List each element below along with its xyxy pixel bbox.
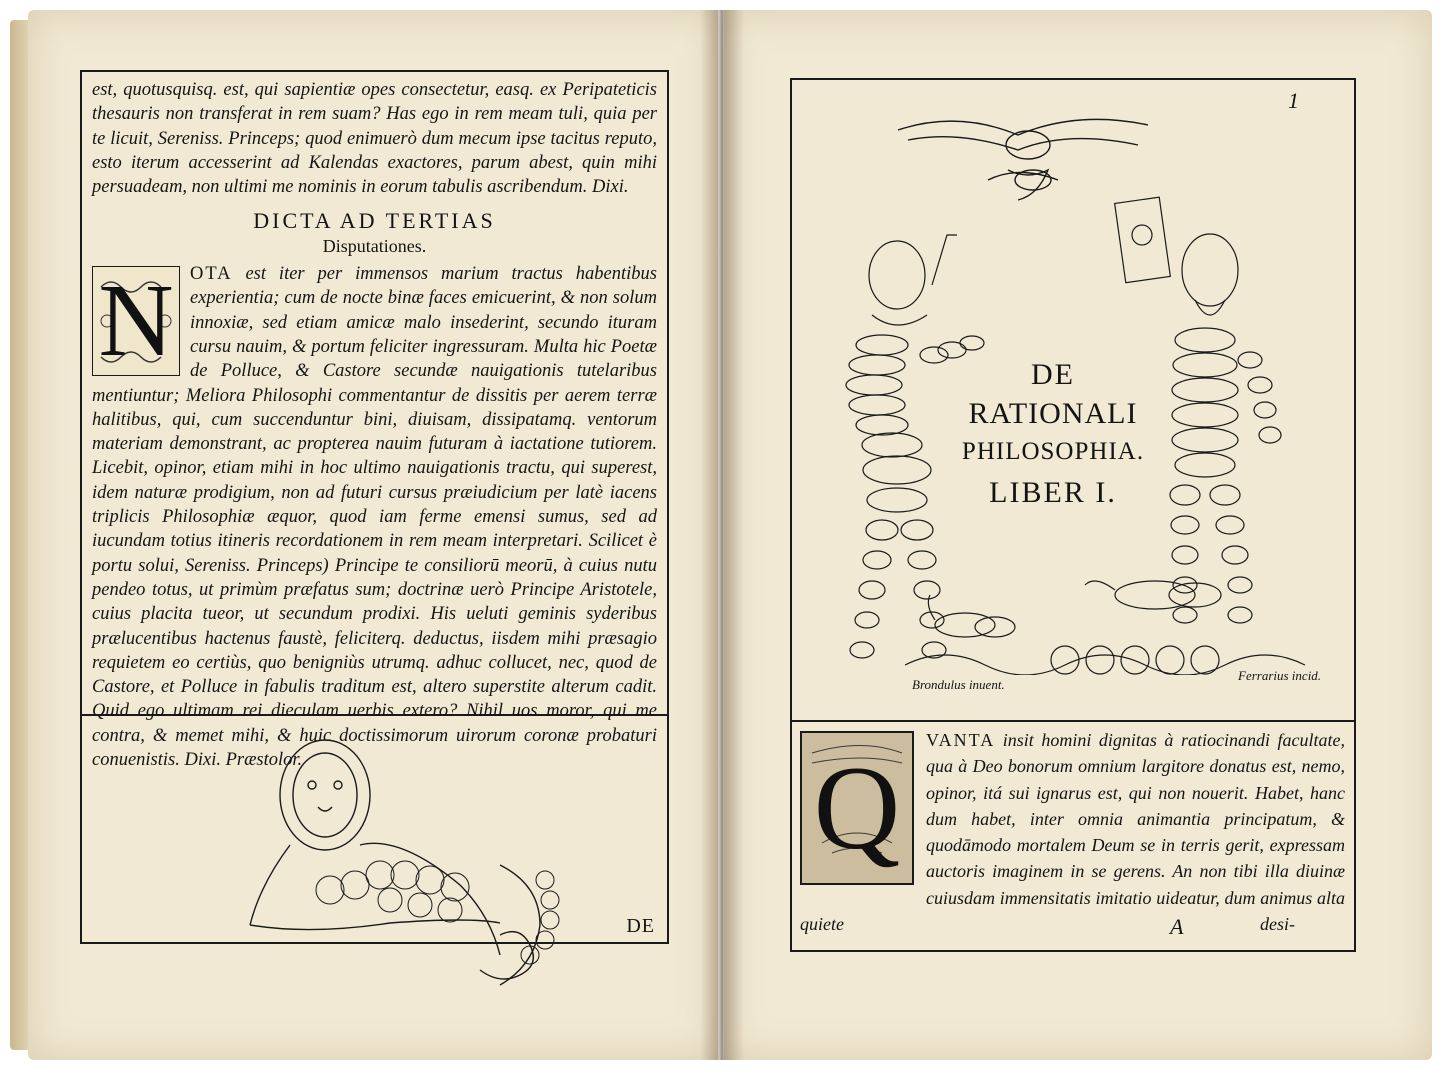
left-body-paragraph: est iter per immensos marium tractus habentibus experientia; cum de nocte binæ faces emicuerint, & non solum innoxiæ, sed etiam amicæ malo insederint, secundo ituram cursu nauim, & portum feliciter ingressuram. Multa hic Poetæ de Polluce, & Castore secundæ nauigationis tutelaribus mentiuntur; Meliora Philosophi commentantur de dissitis per aerem terræ halitibus, qui, cum succenduntur bini, diuisam, dissipatamq. ventorum materiam demonstrant, ac propterea nauim futuram à iactatione tutiorem. Licebit, opinor, etiam mihi in hoc ultimo nauigationis tractu, qui superest, idem naturæ prodigium, non ad futuri cursus præiudicium per latè iacens triplicis Philosophiæ æquor, quod iam ferme emensi sumus, sed ad iucundam totius itineris recordationem in rem meam interpretari. Scilicet è portu solui, Sereniss. Princeps) Principe te consiliorū meorū, à cuius nutu pendeo totus, ut primùm præfatus sum; doctrinæ uerò Principe Aristotele, cuius placita tueor, ut secundum prodixi. His ueluti geminis syderibus prælucentibus hactenus faustè, feliciterq. deductus, iisdem mihi præsagio requietem eo certiùs, quo benigniùs utrumq. adhuc collucet, nec, quod de Castore, et Polluce in fabulis traditum est, altero superstite alterum cadit. Quid ego ultimam rei dieculam uerbis extero? Nihil uos moror, qui me contra, & memet mihi, & huic doctissimorum uirorum coronæ probaturi conuenistis. Dixi. Præstolor. <box>92 264 657 771</box>
left-text-block <box>92 78 657 772</box>
book-gutter <box>700 10 744 1060</box>
title-line-rationali: RATIONALI <box>968 397 1138 430</box>
decorated-initial-q <box>800 731 914 885</box>
designer-signature: Brondulus inuent. <box>912 677 1005 692</box>
right-body-paragraph: insit homini dignitas à ratiocinandi facultate, qua à Deo bonorum omnium largitore donatus est, nemo, opinor, itá sui ignarus est, qui non nouerit. Habet, hanc dum habet, inter omnia animantia principatum, & quodāmodo mortalem Deum se in terris gerit, expressam auctoris imaginem in se gerens. An non tibi illa diuinæ cuiusdam immensitatis imitatio uideatur, dum animus alta quiete <box>800 730 1345 935</box>
left-opening-caps: OTA <box>190 264 233 285</box>
folio-number: 1 <box>1288 88 1299 113</box>
left-top-paragraph: est, quotusquisq. est, qui sapientiæ opes consectetur, easq. ex Peripateticis thesauris non transferat in rem suam? Has ego in rem meam tuli, quia per te licuit, Sereniss. Princeps; quod enimuerò dum mecum ipse tacitus reputo, esto iterum accesserint ad Kalendas exactores, parum abest, quin mihi persuadeam, non ultimi me nominis in eorum tabulis ascribendum. Dixi. <box>92 80 657 198</box>
left-catchword: DE <box>626 915 655 937</box>
section-heading-line1: DICTA AD TERTIAS <box>253 208 496 234</box>
right-text-block <box>800 727 1345 937</box>
engraver-signature: Ferrarius incid. <box>1238 668 1322 683</box>
decorated-initial-n <box>92 263 180 379</box>
lion-flourish-illustration <box>230 725 590 1005</box>
initial-letter-q: Q <box>813 741 901 874</box>
section-heading <box>92 209 657 258</box>
book-title <box>948 355 1158 515</box>
animals-flourish-base <box>905 565 1325 675</box>
section-heading-line2: Disputationes. <box>322 235 427 256</box>
title-line-philosophia: PHILOSOPHIA. <box>961 438 1145 465</box>
right-opening-caps: VANTA <box>926 730 996 750</box>
title-line-de: DE <box>1031 358 1075 391</box>
right-catchword: desi- <box>1260 914 1295 934</box>
signature-mark: A <box>1170 914 1184 939</box>
initial-letter-n: N <box>98 263 174 379</box>
right-frame-divider <box>792 720 1354 722</box>
title-line-liber: LIBER I. <box>989 476 1117 509</box>
